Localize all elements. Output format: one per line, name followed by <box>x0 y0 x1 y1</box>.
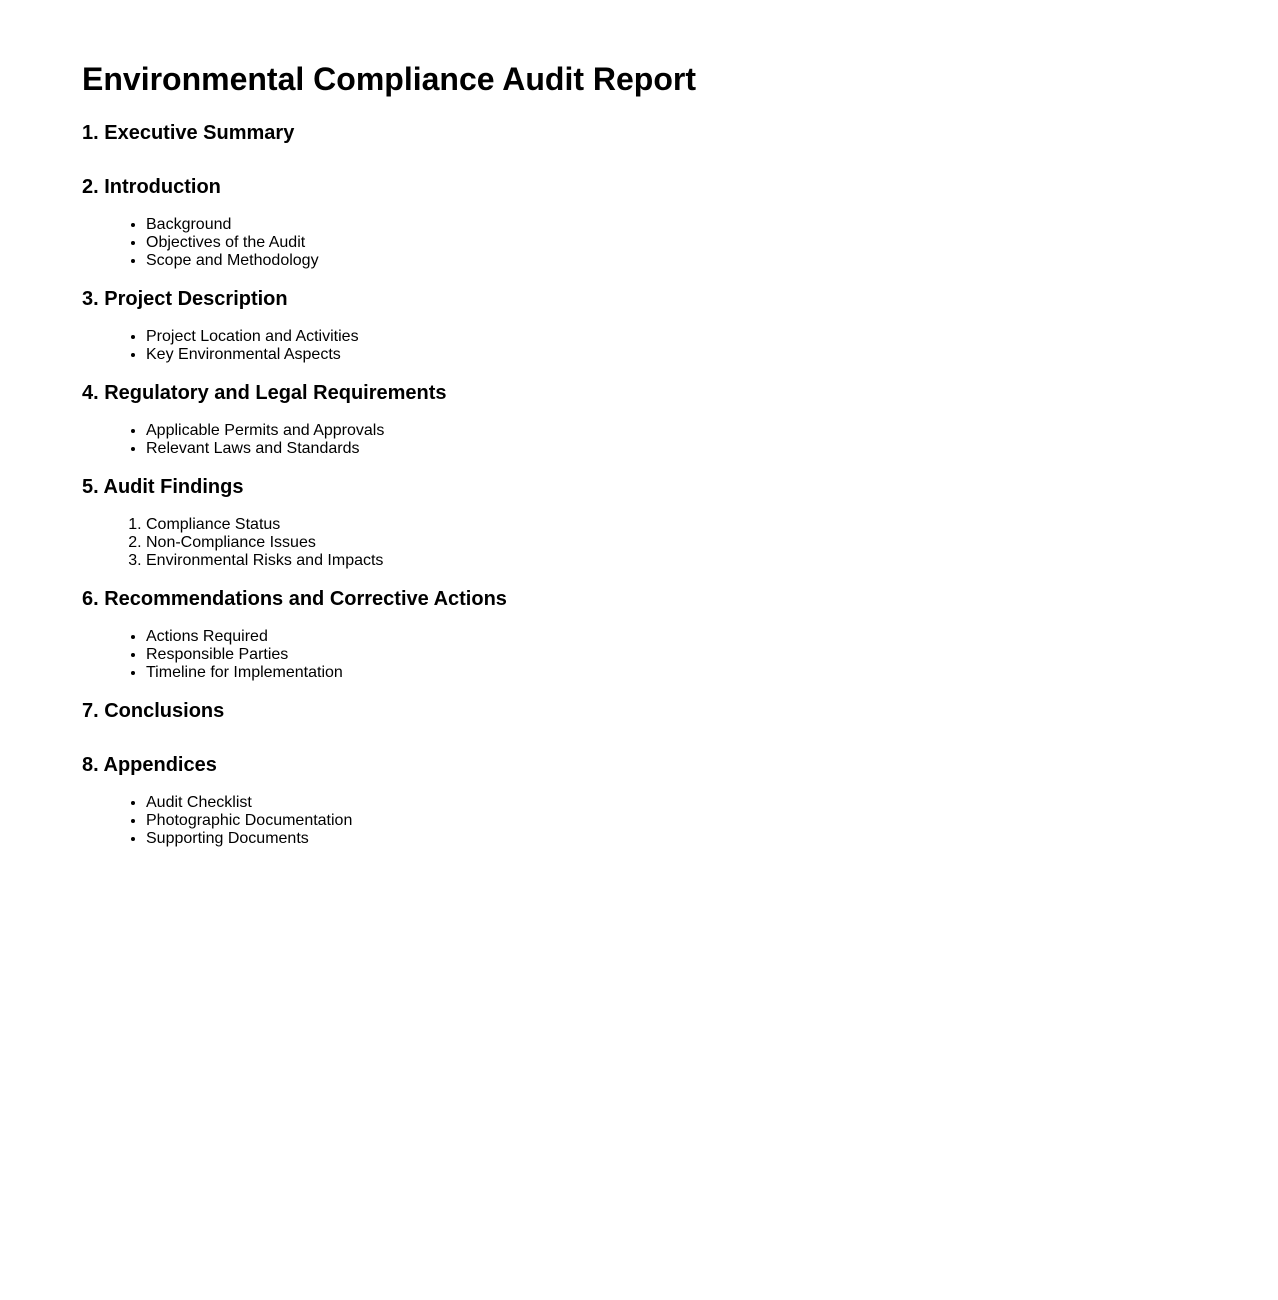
list-item: • Timeline for Implementation <box>146 664 1196 682</box>
section-heading: 8. Appendices <box>82 754 217 776</box>
list-item: • Actions Required <box>146 628 1196 646</box>
list-item: • Key Environmental Aspects <box>146 346 1196 364</box>
section-heading: 1. Executive Summary <box>82 122 295 144</box>
section-heading: 6. Recommendations and Corrective Actions <box>82 588 507 610</box>
list-item: • Audit Checklist <box>146 794 1196 812</box>
section-heading: 7. Conclusions <box>82 700 225 722</box>
list-item: • Responsible Parties <box>146 646 1196 664</box>
section-audit-findings <box>82 476 1196 570</box>
list-item: 1. Compliance Status <box>146 516 1196 534</box>
section-heading: 2. Introduction <box>82 176 221 198</box>
numbered-list <box>82 516 1196 570</box>
list-item: 3. Environmental Risks and Impacts <box>146 552 1196 570</box>
section-recommendations <box>82 588 1196 682</box>
section-heading: 4. Regulatory and Legal Requirements <box>82 382 447 404</box>
section-project-description <box>82 288 1196 364</box>
list-item: • Background <box>146 216 1196 234</box>
bullet-list <box>82 794 1196 848</box>
list-item: • Photographic Documentation <box>146 812 1196 830</box>
list-item: • Scope and Methodology <box>146 252 1196 270</box>
bullet-list <box>82 422 1196 458</box>
section-conclusions <box>82 700 1196 723</box>
bullet-list <box>82 328 1196 364</box>
section-executive-summary <box>82 122 1196 145</box>
list-item: • Project Location and Activities <box>146 328 1196 346</box>
section-heading: 5. Audit Findings <box>82 476 244 498</box>
section-appendices <box>82 754 1196 848</box>
list-item: • Objectives of the Audit <box>146 234 1196 252</box>
bullet-list <box>82 628 1196 682</box>
list-item: 2. Non-Compliance Issues <box>146 534 1196 552</box>
list-item: • Applicable Permits and Approvals <box>146 422 1196 440</box>
document-title: Environmental Compliance Audit Report <box>82 61 696 97</box>
bullet-list <box>82 216 1196 270</box>
list-item: • Relevant Laws and Standards <box>146 440 1196 458</box>
section-introduction <box>82 176 1196 270</box>
list-item: • Supporting Documents <box>146 830 1196 848</box>
section-regulatory-requirements <box>82 382 1196 458</box>
section-heading: 3. Project Description <box>82 288 288 310</box>
